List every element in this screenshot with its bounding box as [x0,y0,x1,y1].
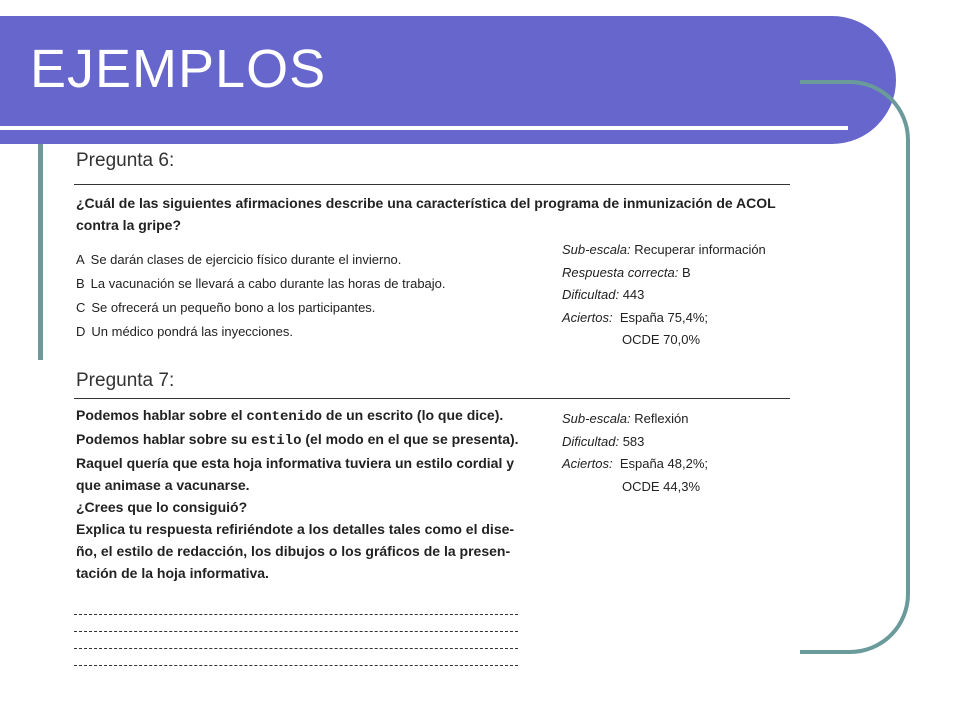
question-7-rule [74,398,790,399]
stem-line: tación de la hoja informativa. [76,565,269,581]
option-text: Se ofrecerá un pequeño bono a los participantes. [91,300,376,315]
stem-line: Explica tu respuesta refiriéndote a los detalles tales como el dise- [76,521,515,537]
stem-line: ño, el estilo de redacción, los dibujos o los gráficos de la presen- [76,543,511,559]
hits-label: Aciertos: [562,456,613,471]
answer-label: Respuesta correcta: [562,264,679,280]
question-7-stem [76,404,536,584]
option-letter: A [76,252,85,267]
title-underline [0,126,848,130]
difficulty-label: Dificultad: [562,433,620,449]
option-text: Un médico pondrá las inyecciones. [91,324,293,339]
hits-row [562,453,708,476]
subscale-label: Sub-escala: [562,411,631,426]
stem-line [76,428,536,452]
subscale-row [562,408,708,431]
keyword-contenido: contenido [246,409,323,425]
question-6-heading: Pregunta 6: [76,150,175,171]
option-letter: D [76,324,86,339]
stem-line: ¿Crees que lo consiguió? [76,499,248,515]
option-b [76,272,446,296]
difficulty-value: 583 [622,433,645,449]
difficulty-value: 443 [622,287,645,302]
question-6-meta [562,239,766,352]
option-d [76,320,446,344]
question-6-stem: ¿Cuál de las siguientes afirmaciones describe una característica del programa de inmunización de ACOL contra la gripe? [76,195,776,233]
option-text: Se darán clases de ejercicio físico durante el invierno. [90,252,402,267]
question-7-heading: Pregunta 7: [76,370,175,391]
hits-ocde: OCDE 44,3% [622,478,701,494]
hits-spain: España 75,4%; [619,309,708,325]
right-accent-bracket [800,80,910,654]
answer-row [562,262,766,285]
stem-line: Raquel quería que esta hoja informativa tuviera un estilo cordial y [76,455,515,471]
subscale-value: Reflexión [634,411,689,426]
subscale-row [562,239,766,262]
answer-line [74,614,518,615]
stem-text: Podemos hablar sobre su [76,431,252,447]
subscale-label: Sub-escala: [562,242,631,257]
hits-spain: España 48,2%; [619,456,708,471]
stem-text: de un escrito (lo que dice). [322,407,504,423]
answer-line [74,665,518,666]
answer-lines [74,604,518,682]
hits-row [562,307,766,330]
question-7-meta [562,408,708,498]
difficulty-label: Dificultad: [562,287,620,302]
question-6-rule [74,184,790,185]
difficulty-row [562,431,708,454]
question-6-options [76,248,446,344]
keyword-estilo: estilo [251,433,302,449]
difficulty-row [562,284,766,307]
slide-title: EJEMPLOS [30,39,327,99]
stem-text: (el modo en el que se presenta). [301,431,519,447]
answer-line [74,631,518,632]
option-letter: C [76,300,86,315]
option-text: La vacunación se llevará a cabo durante las horas de trabajo. [90,276,446,291]
hits-ocde: OCDE 70,0% [622,332,701,347]
stem-line [76,404,536,428]
stem-line: que animase a vacunarse. [76,477,250,493]
option-c [76,296,446,320]
answer-line [74,648,518,649]
subscale-value: Recuperar información [634,242,766,257]
option-a [76,248,446,272]
stem-text: Podemos hablar sobre el [76,407,247,423]
option-letter: B [76,276,85,291]
answer-value: B [681,264,691,280]
left-accent-rule [38,144,43,360]
hits-label: Aciertos: [562,309,613,325]
